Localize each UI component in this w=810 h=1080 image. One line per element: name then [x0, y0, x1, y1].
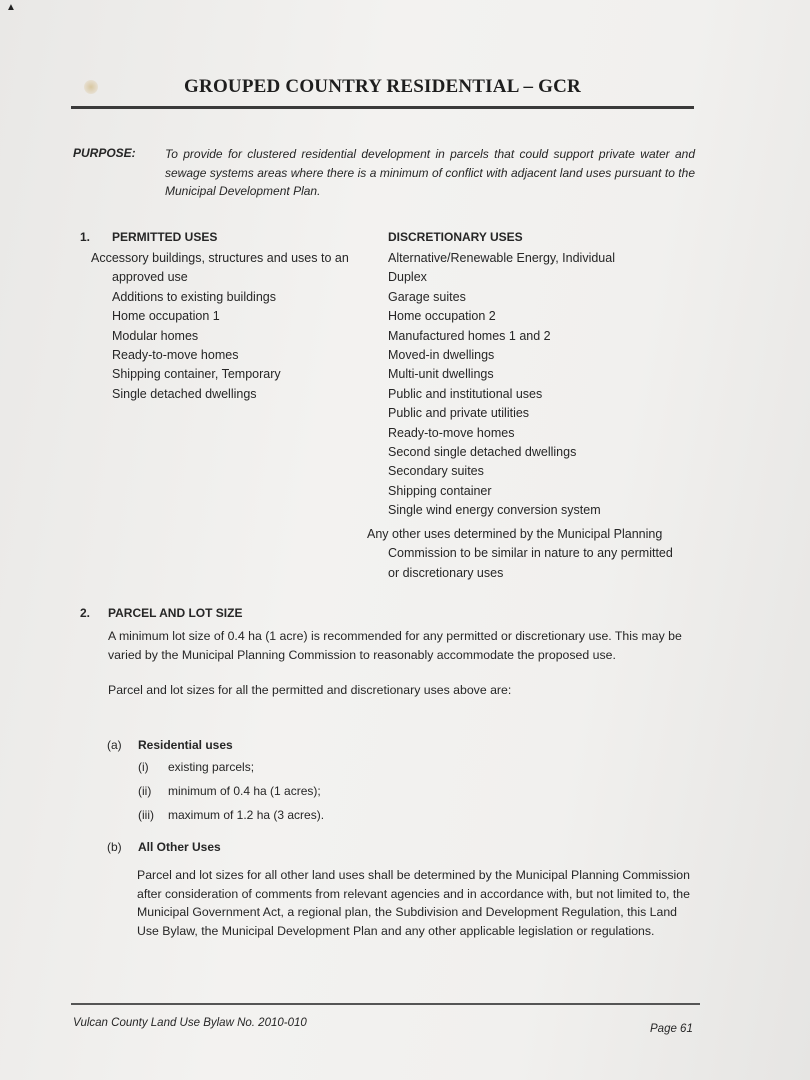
page-title: GROUPED COUNTRY RESIDENTIAL – GCR	[184, 76, 581, 97]
item-iii-text: maximum of 1.2 ha (3 acres).	[168, 808, 325, 822]
list-item: Public and institutional uses	[388, 386, 543, 401]
list-item: Shipping container, Temporary	[112, 367, 281, 382]
item-iii-label: (iii)	[138, 808, 154, 822]
permitted-uses-list	[91, 249, 352, 404]
purpose-label: PURPOSE:	[73, 146, 136, 160]
list-item: Public and private utilities	[388, 406, 530, 421]
footer-bylaw-title: Vulcan County Land Use Bylaw No. 2010-010	[73, 1017, 307, 1029]
page-number: Page 61	[650, 1023, 693, 1035]
item-ii-text: minimum of 0.4 ha (1 acres);	[168, 784, 321, 798]
list-item: Secondary suites	[388, 464, 484, 479]
item-i-label: (i)	[138, 760, 149, 774]
list-item: Home occupation 2	[388, 309, 496, 324]
header-divider	[71, 106, 694, 109]
item-i-text: existing parcels;	[168, 760, 255, 774]
list-item: Single detached dwellings	[112, 386, 257, 401]
list-item: Additions to existing buildings	[112, 289, 276, 304]
section-2-number: 2.	[80, 606, 91, 620]
parcel-paragraph-1: A minimum lot size of 0.4 ha (1 acre) is recommended for any permitted or discretionary use. This may be varied by the Municipal Planning Commission to reasonably accommodate the proposed use.	[108, 629, 682, 662]
subsection-b-label: (b)	[107, 840, 122, 854]
purpose-text: To provide for clustered residential development in parcels that could support private water and sewage systems areas where there is a minimum of conflict with adjacent land uses pursuant to the Municipal Development Plan.	[165, 147, 695, 198]
list-item: Modular homes	[112, 328, 199, 343]
list-item: Multi-unit dwellings	[388, 367, 494, 382]
list-item: Second single detached dwellings	[388, 445, 577, 460]
list-item: Accessory buildings, structures and uses to an approved use	[91, 251, 349, 285]
corner-mark-icon: ▲	[6, 2, 16, 13]
parcel-paragraph-2: Parcel and lot sizes for all the permitted and discretionary uses above are:	[108, 683, 512, 697]
list-item: Ready-to-move homes	[112, 348, 239, 363]
discretionary-uses-heading: DISCRETIONARY USES	[388, 230, 523, 244]
list-item: Home occupation 1	[112, 309, 220, 324]
permitted-uses-heading: PERMITTED USES	[112, 230, 218, 244]
residential-uses-heading: Residential uses	[138, 738, 233, 752]
list-item: Single wind energy conversion system	[388, 503, 601, 518]
footer-divider	[71, 1003, 700, 1005]
item-ii-label: (ii)	[138, 784, 152, 798]
all-other-uses-paragraph: Parcel and lot sizes for all other land uses shall be determined by the Municipal Planning Commission after consideration of comments from relevant agencies and in accordance with, but not limited to, the Municipal Government Act, a regional plan, the Subdivision and Development Regulation, this Land Use Bylaw, the Municipal Development Plan and any other applicable legislation or regulations.	[137, 868, 690, 938]
discretionary-uses-list	[367, 249, 698, 583]
list-item: Ready-to-move homes	[388, 425, 515, 440]
parcel-lot-size-heading: PARCEL AND LOT SIZE	[108, 606, 243, 620]
list-item-other-uses: Any other uses determined by the Municipal Planning Commission to be similar in nature to any permitted or discretionary uses	[367, 526, 673, 580]
all-other-uses-heading: All Other Uses	[138, 840, 221, 854]
list-item: Moved-in dwellings	[388, 348, 495, 363]
list-item: Alternative/Renewable Energy, Individual	[388, 251, 615, 265]
list-item: Garage suites	[388, 289, 466, 304]
subsection-a-label: (a)	[107, 738, 122, 752]
list-item: Manufactured homes 1 and 2	[388, 328, 551, 343]
section-1-number: 1.	[80, 230, 91, 244]
list-item: Shipping container	[388, 483, 492, 498]
list-item: Duplex	[388, 270, 427, 285]
